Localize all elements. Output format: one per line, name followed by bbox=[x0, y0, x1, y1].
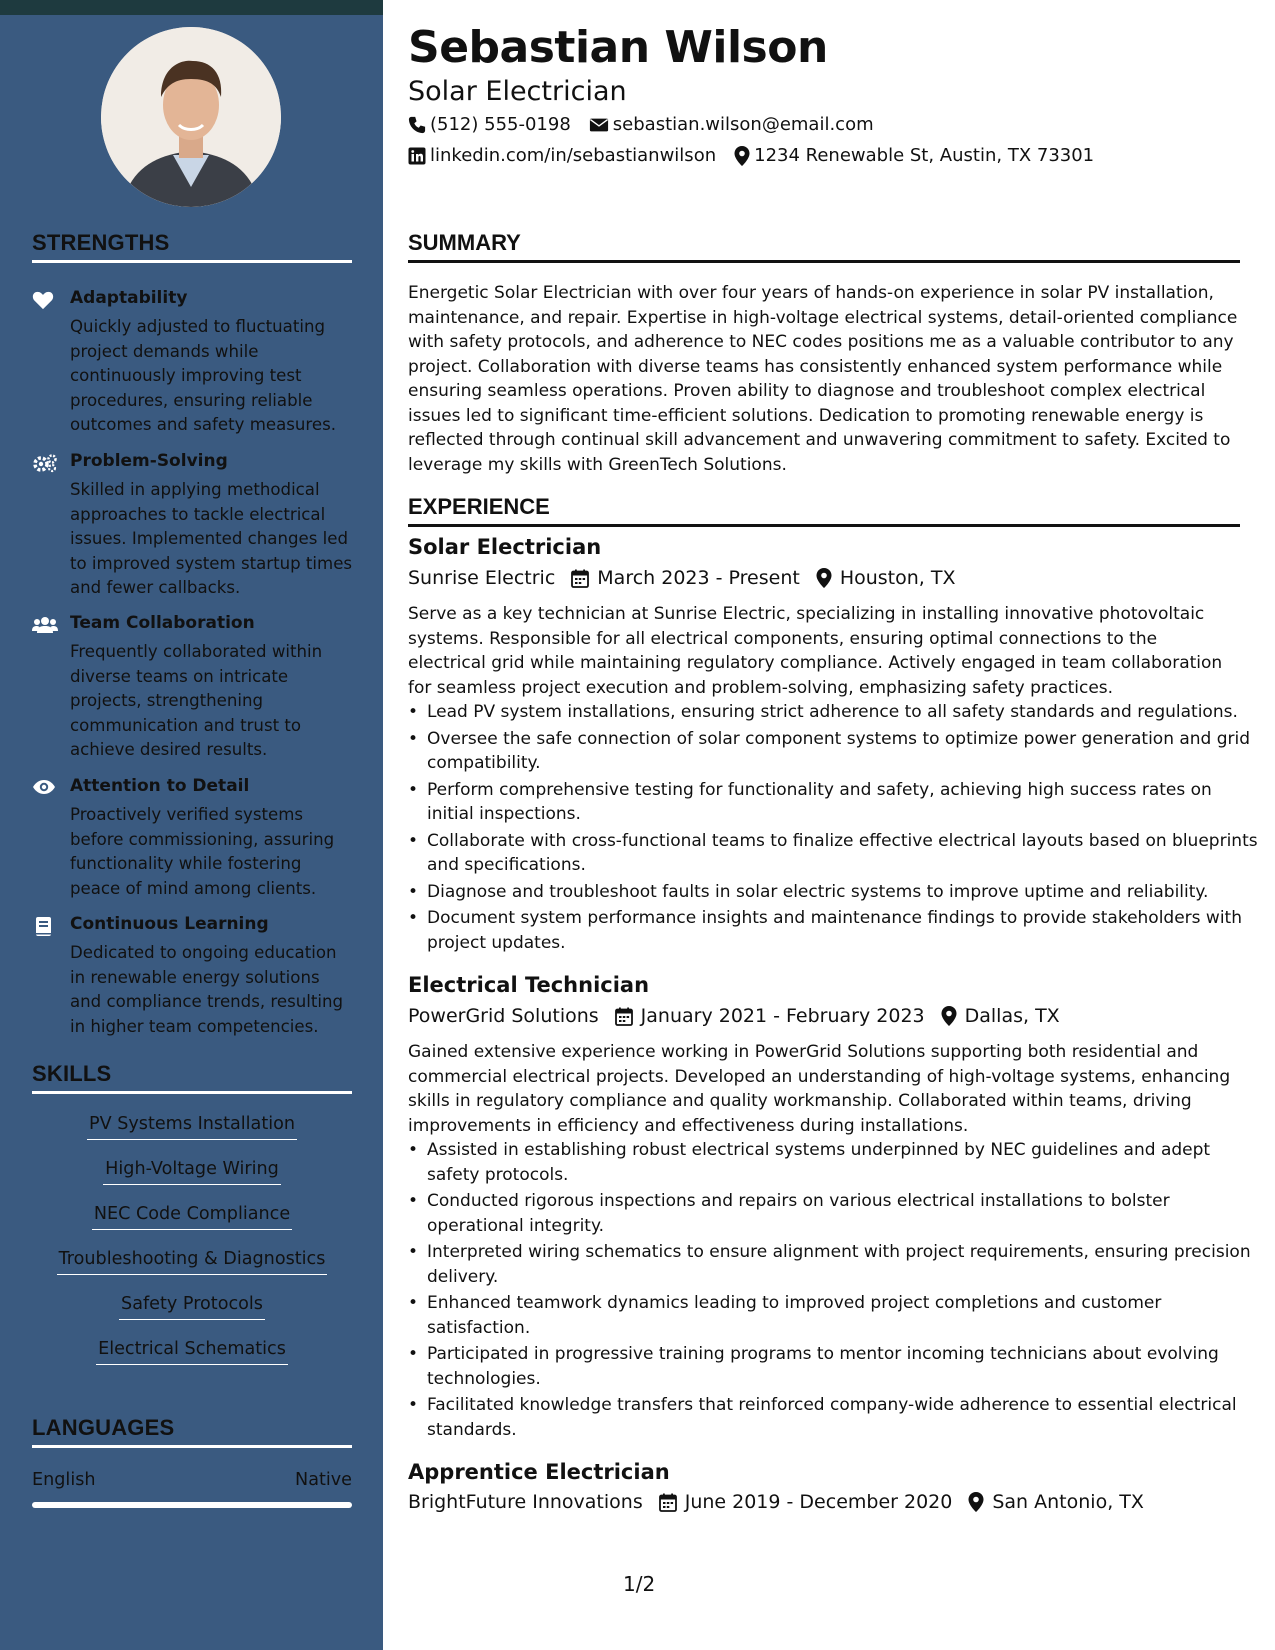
list-item: • Participated in progressive training programs to mentor incoming technicians about evolving technologies. bbox=[427, 1342, 1259, 1391]
job-meta bbox=[408, 567, 972, 589]
job-dates: January 2021 - February 2023 bbox=[640, 1005, 925, 1027]
book-icon bbox=[32, 916, 56, 938]
job-meta bbox=[408, 1491, 1160, 1513]
candidate-name: Sebastian Wilson bbox=[408, 22, 828, 73]
address-contact: 1234 Renewable St, Austin, TX 73301 bbox=[734, 145, 1094, 166]
job-dates: June 2019 - December 2020 bbox=[684, 1491, 953, 1513]
list-item: • Document system performance insights and maintenance findings to provide stakeholders with project updates. bbox=[427, 906, 1259, 955]
job-meta bbox=[408, 1005, 1076, 1027]
sidebar-top-strip bbox=[0, 0, 383, 15]
job-location: Dallas, TX bbox=[964, 1005, 1060, 1027]
skill-item: NEC Code Compliance bbox=[32, 1202, 352, 1230]
languages-heading: LANGUAGES bbox=[32, 1415, 352, 1448]
job-description: Gained extensive experience working in PowerGrid Solutions supporting both residential and commercial electrical projects. Developed an understanding of high-voltage systems, enhancing skills in regulatory compliance and quality workmanship. Collaborated within teams, driving improvements in efficiency and effectiveness during installations. bbox=[408, 1042, 1231, 1136]
job-title: Apprentice Electrician bbox=[408, 1460, 670, 1484]
strength-desc: Proactively verified systems before commissioning, assuring functionality while fostering peace of mind among clients. bbox=[70, 805, 335, 898]
language-level: Native bbox=[295, 1470, 352, 1490]
heart-icon bbox=[32, 290, 56, 312]
calendar-icon bbox=[615, 1007, 633, 1026]
list-item: • Oversee the safe connection of solar component systems to optimize power generation and grid compatibility. bbox=[427, 727, 1259, 776]
eye-icon bbox=[32, 778, 56, 800]
phone-contact: (512) 555-0198 bbox=[408, 114, 571, 135]
calendar-icon bbox=[571, 569, 589, 588]
strength-title: Adaptability bbox=[70, 288, 188, 308]
strength-title: Attention to Detail bbox=[70, 776, 250, 796]
avatar bbox=[101, 27, 281, 207]
list-item: • Conducted rigorous inspections and repairs on various electrical installations to bolster operational integrity. bbox=[427, 1189, 1259, 1238]
page-number: 1/2 bbox=[623, 1572, 656, 1596]
envelope-icon bbox=[589, 117, 609, 133]
language-level-bar bbox=[32, 1502, 352, 1508]
job-dates: March 2023 - Present bbox=[597, 567, 800, 589]
list-item: • Facilitated knowledge transfers that reinforced company-wide adherence to essential electrical standards. bbox=[427, 1393, 1259, 1442]
skills-heading: SKILLS bbox=[32, 1061, 352, 1094]
strength-title: Problem-Solving bbox=[70, 451, 228, 471]
list-item: • Collaborate with cross-functional teams to finalize effective electrical layouts based on blueprints and specifications. bbox=[427, 829, 1259, 878]
language-name: English bbox=[32, 1470, 96, 1490]
linkedin-icon bbox=[408, 147, 426, 165]
job-title: Solar Electrician bbox=[408, 535, 602, 559]
strength-title: Continuous Learning bbox=[70, 914, 269, 934]
strength-desc: Frequently collaborated within diverse teams on intricate projects, strengthening communication and trust to achieve desired results. bbox=[70, 642, 323, 759]
skill-item: Troubleshooting & Diagnostics bbox=[32, 1247, 352, 1275]
skill-item: PV Systems Installation bbox=[32, 1112, 352, 1140]
list-item: • Diagnose and troubleshoot faults in solar electric systems to improve uptime and reliability. bbox=[427, 880, 1259, 905]
list-item: • Perform comprehensive testing for functionality and safety, achieving high success rates on initial inspections. bbox=[427, 778, 1259, 827]
strengths-heading: STRENGTHS bbox=[32, 230, 352, 263]
strength-desc: Dedicated to ongoing education in renewable energy solutions and compliance trends, resulting in higher team competencies. bbox=[70, 943, 344, 1036]
location-pin-icon bbox=[941, 1006, 957, 1026]
job-company: BrightFuture Innovations bbox=[408, 1491, 643, 1513]
strength-title: Team Collaboration bbox=[70, 613, 255, 633]
location-pin-icon bbox=[734, 146, 750, 166]
candidate-role: Solar Electrician bbox=[408, 76, 627, 107]
contact-row bbox=[408, 145, 1112, 166]
job-location: San Antonio, TX bbox=[992, 1491, 1144, 1513]
experience-heading: EXPERIENCE bbox=[408, 494, 1240, 527]
list-item: • Interpreted wiring schematics to ensure alignment with project requirements, ensuring precision delivery. bbox=[427, 1240, 1259, 1289]
job-bullets bbox=[408, 700, 1259, 957]
job-company: Sunrise Electric bbox=[408, 567, 556, 589]
job-company: PowerGrid Solutions bbox=[408, 1005, 599, 1027]
skill-item: High-Voltage Wiring bbox=[32, 1157, 352, 1185]
job-bullets bbox=[408, 1138, 1259, 1444]
calendar-icon bbox=[659, 1493, 677, 1512]
phone-icon bbox=[408, 116, 426, 134]
job-title: Electrical Technician bbox=[408, 973, 650, 997]
strength-desc: Skilled in applying methodical approaches to tackle electrical issues. Implemented changes led to improved system startup times and fewer callbacks. bbox=[70, 480, 353, 597]
users-icon bbox=[32, 615, 56, 637]
contact-row bbox=[408, 114, 892, 135]
skill-item: Electrical Schematics bbox=[32, 1337, 352, 1365]
strength-desc: Quickly adjusted to fluctuating project demands while continuously improving test procedures, ensuring reliable outcomes and safety measures. bbox=[70, 317, 336, 434]
linkedin-contact[interactable]: linkedin.com/in/sebastianwilson bbox=[408, 145, 716, 166]
summary-text: Energetic Solar Electrician with over four years of hands-on experience in solar PV installation, maintenance, and repair. Expertise in high-voltage electrical systems, detail-oriented compliance with safety protocols, and adherence to NEC codes positions me as a valuable contributor to any project. Collaboration with diverse teams has consistently enhanced system performance while ensuring seamless operations. Proven ability to diagnose and troubleshoot complex electrical issues led to significant time-efficient solutions. Dedication to promoting renewable energy is reflected through continual skill advancement and unwavering commitment to safety. Excited to leverage my skills with GreenTech Solutions. bbox=[408, 283, 1238, 475]
job-location: Houston, TX bbox=[839, 567, 956, 589]
job-description: Serve as a key technician at Sunrise Electric, specializing in installing innovative photovoltaic systems. Responsible for all electrical components, ensuring optimal connections to the electrical grid while maintaining regulatory compliance. Actively engaged in team collaboration for seamless project execution and problem-solving, emphasizing safety practices. bbox=[408, 604, 1223, 698]
list-item: • Assisted in establishing robust electrical systems underpinned by NEC guidelines and adept safety protocols. bbox=[427, 1138, 1259, 1187]
language-row bbox=[32, 1470, 352, 1490]
location-pin-icon bbox=[968, 1492, 984, 1512]
location-pin-icon bbox=[816, 568, 832, 588]
list-item: • Lead PV system installations, ensuring strict adherence to all safety standards and regulations. bbox=[427, 700, 1259, 725]
gears-icon bbox=[32, 453, 56, 475]
summary-heading: SUMMARY bbox=[408, 230, 1240, 263]
list-item: • Enhanced teamwork dynamics leading to improved project completions and customer satisfaction. bbox=[427, 1291, 1259, 1340]
email-contact[interactable]: sebastian.wilson@email.com bbox=[589, 114, 874, 135]
skill-item: Safety Protocols bbox=[32, 1292, 352, 1320]
